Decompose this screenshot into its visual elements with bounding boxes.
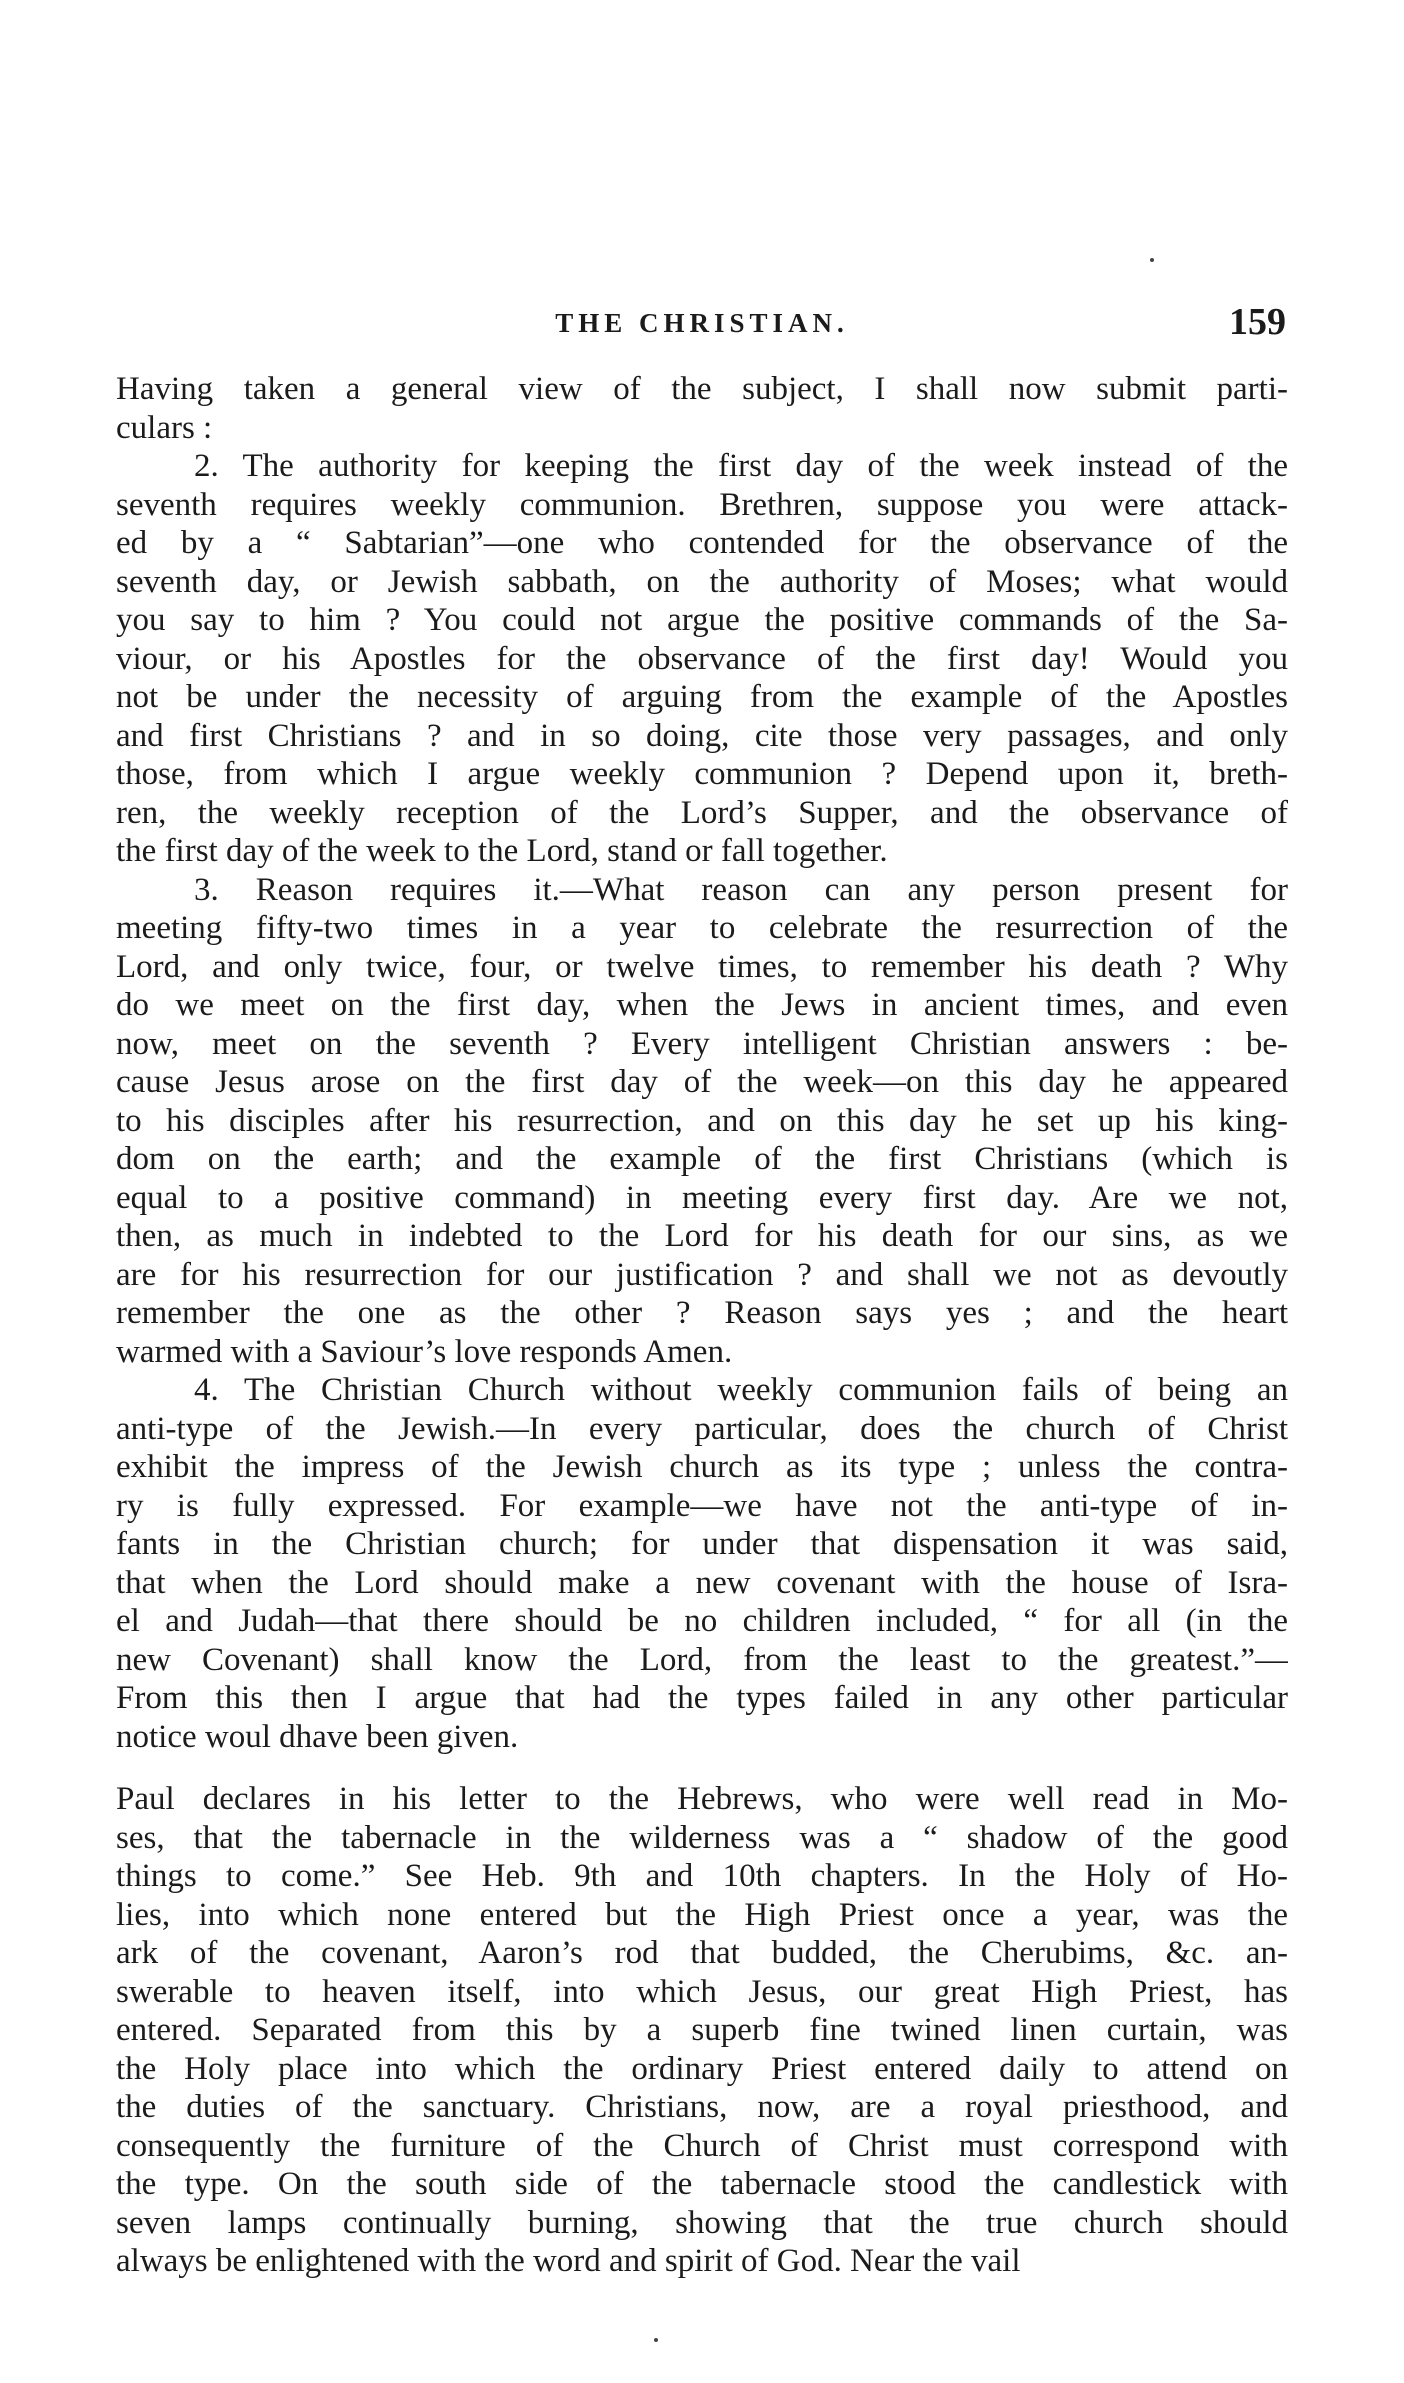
text-line: to his disciples after his resurrection, and on this day he set up his king- [116,1102,1288,1139]
text-line: ed by a “ Sabtarian”—one who contended for the observance of the [116,525,1288,561]
text-line: el and Judah—that there should be no children included, “ for all (in the [116,1603,1288,1639]
text-line: viour, or his Apostles for the observance of the first day! Would you [116,640,1288,677]
text-line: fants in the Christian church; for under that dispensation it was said, [116,1526,1288,1562]
text-line: equal to a positive command) in meeting every first day. Are we not, [116,1179,1288,1216]
text-line: From this then I argue that had the types failed in any other particular [116,1680,1288,1716]
text-line: the type. On the south side of the tabernacle stood the candlestick with [116,2166,1288,2202]
text-line: consequently the furniture of the Church of Christ must correspond with [116,2127,1288,2164]
text-line: 2. The authority for keeping the first day of the week instead of the [194,448,1288,484]
text-line: Paul declares in his letter to the Hebrews, who were well read in Mo- [116,1781,1288,1817]
text-line: the first day of the week to the Lord, stand or fall together. [116,833,888,869]
text-line: new Covenant) shall know the Lord, from the least to the greatest.”— [116,1641,1288,1678]
text-line: entered. Separated from this by a superb fine twined linen curtain, was [116,2012,1288,2048]
text-line: lies, into which none entered but the High Priest once a year, was the [116,1896,1288,1933]
paragraph-gap [116,1756,1288,1780]
text-line: are for his resurrection for our justification ? and shall we not as devoutly [116,1256,1288,1293]
text-line: anti-type of the Jewish.—In every particular, does the church of Christ [116,1410,1288,1447]
text-line: ry is fully expressed. For example—we have not the anti-type of in- [116,1487,1288,1524]
text-line: meeting fifty-two times in a year to celebrate the resurrection of the [116,910,1288,946]
page-header [118,300,1286,352]
text-line: Lord, and only twice, four, or twelve times, to remember his death ? Why [116,948,1288,985]
text-line: always be enlightened with the word and spirit of God. Near the vail [116,2243,1021,2279]
text-line: culars : [116,409,213,446]
text-line: dom on the earth; and the example of the first Christians (which is [116,1141,1288,1177]
text-line: the Holy place into which the ordinary Priest entered daily to attend on [116,2050,1288,2087]
text-line: remember the one as the other ? Reason says yes ; and the heart [116,1295,1288,1331]
text-line: warmed with a Saviour’s love responds Amen. [116,1333,733,1370]
text-line: 4. The Christian Church without weekly communion fails of being an [194,1372,1288,1408]
text-line: notice woul dhave been given. [116,1718,519,1755]
text-line: seventh day, or Jewish sabbath, on the authority of Moses; what would [116,563,1288,600]
text-line: Having taken a general view of the subject, I shall now submit parti- [116,371,1288,407]
text-line: swerable to heaven itself, into which Jesus, our great High Priest, has [116,1973,1288,2010]
print-speck [654,2338,658,2342]
print-speck [1150,258,1154,262]
text-line: seventh requires weekly communion. Brethren, suppose you were attack- [116,486,1288,523]
text-line: ark of the covenant, Aaron’s rod that budded, the Cherubims, &c. an- [116,1935,1288,1971]
page-number: 159 [1229,301,1286,343]
text-line: you say to him ? You could not argue the positive commands of the Sa- [116,602,1288,638]
text-line: ses, that the tabernacle in the wilderness was a “ shadow of the good [116,1819,1288,1856]
text-line: 3. Reason requires it.—What reason can any person present for [194,871,1288,908]
text-line: those, from which I argue weekly communion ? Depend upon it, breth- [116,756,1288,792]
text-line: now, meet on the seventh ? Every intelligent Christian answers : be- [116,1025,1288,1062]
text-line: things to come.” See Heb. 9th and 10th chapters. In the Holy of Ho- [116,1858,1288,1894]
text-line: the duties of the sanctuary. Christians, now, are a royal priesthood, and [116,2089,1288,2125]
body-text [116,370,1288,2281]
text-line: seven lamps continually burning, showing that the true church should [116,2204,1288,2241]
text-line: that when the Lord should make a new covenant with the house of Isra- [116,1564,1288,1601]
text-line: exhibit the impress of the Jewish church as its type ; unless the contra- [116,1449,1288,1485]
text-line: not be under the necessity of arguing from the example of the Apostles [116,679,1288,715]
text-line: and first Christians ? and in so doing, cite those very passages, and only [116,717,1288,754]
text-line: cause Jesus arose on the first day of the week—on this day he appeared [116,1064,1288,1100]
text-line: then, as much in indebted to the Lord for his death for our sins, as we [116,1218,1288,1254]
text-line: do we meet on the first day, when the Jews in ancient times, and even [116,987,1288,1023]
running-head: THE CHRISTIAN. [555,308,849,338]
text-line: ren, the weekly reception of the Lord’s Supper, and the observance of [116,794,1288,831]
